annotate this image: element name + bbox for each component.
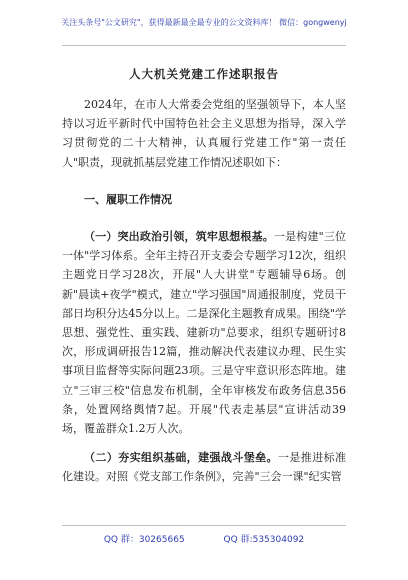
document-body: [62, 95, 346, 487]
item-2-lead: （二）夯实组织基础，建强战斗堡垒。: [84, 451, 278, 465]
item-1-text: 一是构建"三位一体"学习体系。全年主持召开支委会专题学习12次，组织主题党日学习28次，开展"人大讲堂"专题辅导6场。创新"晨读+夜学"模式，建立"学习强国"周通报制度，党员干部日均积分达45分以上。二是深化主题教育成果。围绕"学思想、强党性、重实践、建新功"总要求，组织专题研讨8次，形成调研报告12篇，推动解决代表建议办理、民生实事项目监督等实际问题23项。三是守牢意识形态阵地。建立"三审三校"信息发布机制，全年审核发布政务信息356条，处置网络舆情7起。开展"代表走基层"宣讲活动39场，覆盖群众1.2万人次。: [62, 230, 347, 436]
document-title: 人大机关党建工作述职报告: [129, 67, 279, 81]
item-1-paragraph: [62, 227, 346, 438]
section-heading: 一、履职工作情况: [84, 192, 172, 206]
header-note: 关注头条号"公文研究"，获得最新最全最专业的公文资料库！ 微信：gongwenyj: [61, 18, 347, 27]
intro-paragraph: 2024年，在市人大常委会党组的坚强领导下，本人坚持以习近平新时代中国特色社会主义思想为指导，深入学习贯彻党的二十大精神，认真履行党建工作"第一责任人"职责，现就抓基层党建工作情况述职如下：: [62, 98, 346, 169]
header-divider: [62, 45, 346, 46]
footer: [0, 532, 408, 545]
item-2-paragraph: [62, 448, 346, 486]
footer-qq-group-2: QQ 群:535304092: [223, 535, 305, 545]
item-2-text: 一是推进标准化建设。对照《党支部工作条例》，完善"三会一课"纪实管: [62, 451, 347, 484]
item-1-lead: （一）突出政治引领，筑牢思想根基。: [84, 230, 274, 244]
footer-qq-group-1: QQ 群：30265665: [103, 535, 185, 545]
footer-divider: [62, 525, 346, 526]
